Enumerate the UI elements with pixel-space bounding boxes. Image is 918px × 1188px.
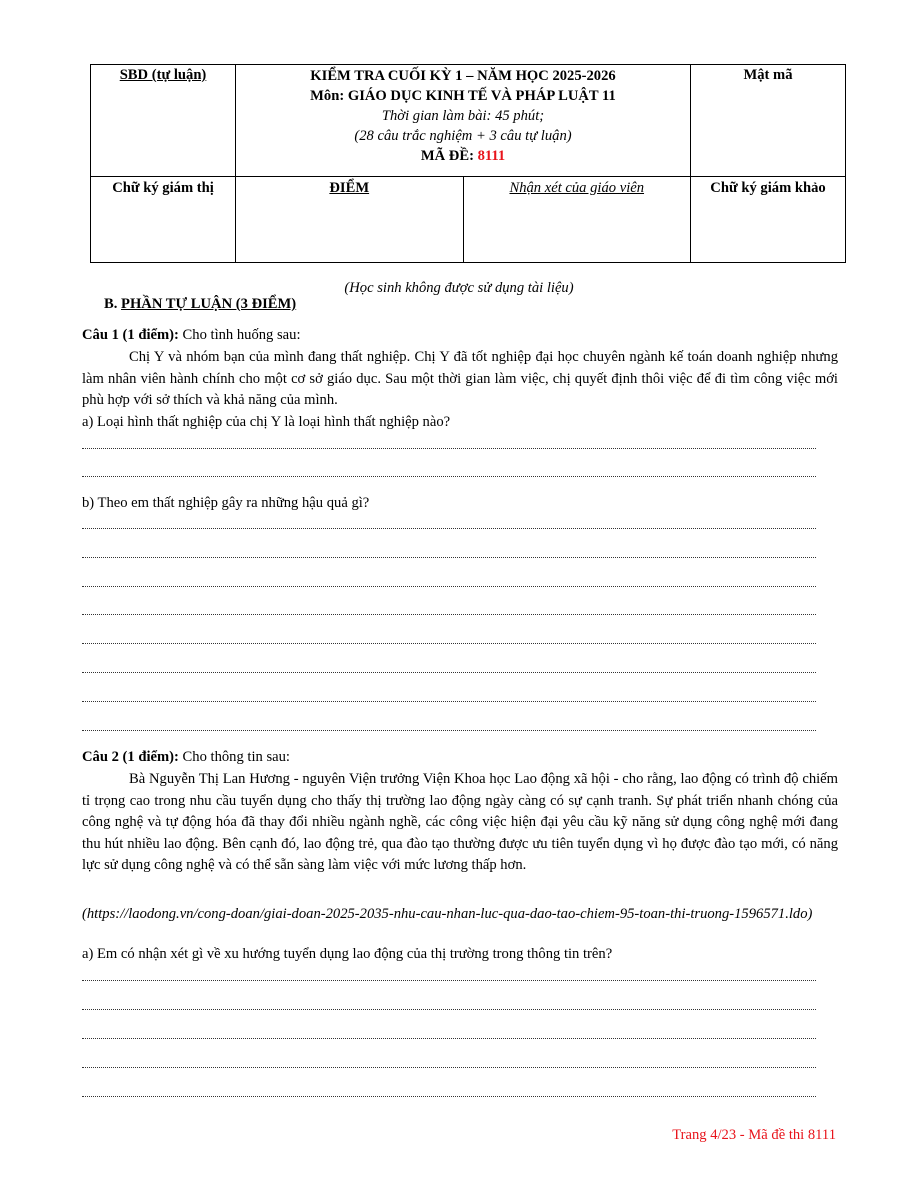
exam-code (236, 146, 690, 166)
answer-line[interactable] (82, 527, 816, 529)
q2-heading (82, 749, 290, 766)
section-heading (104, 296, 296, 313)
answer-line[interactable] (82, 556, 816, 558)
answer-line[interactable] (82, 729, 816, 731)
sbd-label: SBD (tự luận) (119, 67, 207, 83)
answer-line[interactable] (82, 1037, 816, 1039)
q2-intro: Cho thông tin sau: (178, 749, 290, 765)
page-footer: Trang 4/23 - Mã đề thi 8111 (672, 1127, 836, 1143)
exam-time: Thời gian làm bài: 45 phút; (381, 108, 545, 124)
answer-line[interactable] (82, 700, 816, 702)
exam-subject: Môn: GIÁO DỤC KINH TẾ VÀ PHÁP LUẬT 11 (310, 88, 616, 104)
exam-structure: (28 câu trắc nghiệm + 3 câu tự luận) (354, 128, 572, 144)
answer-line[interactable] (82, 447, 816, 449)
answer-line[interactable] (82, 1066, 816, 1068)
answer-line[interactable] (82, 613, 816, 615)
grader-signature-cell (691, 177, 846, 263)
answer-line[interactable] (82, 642, 816, 644)
q1-text-body: Chị Y và nhóm bạn của mình đang thất nghiệp. Chị Y đã tốt nghiệp đại học chuyên ngành kế toán doanh nghiệp nhưng làm nhân viên hành chính cho một cơ sở giáo dục. Sau một thời gian làm việc, chị quyết định thôi việc để đi tìm công việc mới phù hợp với sở thích và khả năng của mình. (82, 349, 838, 408)
teacher-comment-cell (463, 177, 691, 263)
score-label: ĐIỂM (329, 180, 370, 196)
exam-code-label: MÃ ĐỀ: (420, 148, 478, 164)
answer-line[interactable] (82, 1008, 816, 1010)
q1-text (82, 347, 838, 412)
proctor-signature-label: Chữ ký giám thị (112, 180, 214, 196)
answer-line[interactable] (82, 475, 816, 477)
score-cell (236, 177, 464, 263)
q1-intro: Cho tình huống sau: (178, 327, 301, 343)
answer-line[interactable] (82, 1095, 816, 1097)
section-title: PHẦN TỰ LUẬN (3 ĐIỂM) (121, 296, 297, 312)
exam-title-cell (236, 65, 691, 177)
exam-code-value: 8111 (477, 148, 506, 164)
teacher-comment-label: Nhận xét của giáo viên (509, 180, 645, 196)
exam-header-table (90, 64, 846, 263)
q2-text (82, 769, 838, 877)
q2-source: (https://laodong.vn/cong-doan/giai-doan-2025-2035-nhu-cau-nhan-luc-qua-dao-tao-chiem-95-toan-thi-truong-1596571.ldo) (82, 906, 813, 922)
section-prefix: B. (104, 296, 122, 312)
no-materials-note: (Học sinh không được sử dụng tài liệu) (344, 280, 574, 296)
q2-label: Câu 2 (1 điểm): (82, 749, 179, 765)
q1-part-b: b) Theo em thất nghiệp gây ra những hậu quả gì? (82, 495, 370, 511)
q2-part-a: a) Em có nhận xét gì về xu hướng tuyển dụng lao động của thị trường trong thông tin trên? (82, 946, 613, 962)
q2-text-body: Bà Nguyễn Thị Lan Hương - nguyên Viện trưởng Viện Khoa học Lao động xã hội - cho rằng, lao động có trình độ chiếm tỉ trọng cao trong nhu cầu tuyển dụng cho thấy thị trường lao động ngày càng có sự cạnh tranh. Sự phát triển nhanh chóng của công nghệ và tự động hóa đã thay đổi nhiều ngành nghề, các công việc hiện đại yêu cầu kỹ năng sử dụng công nghệ mới đang thu hút nhiều lao động. Bên cạnh đó, lao động trẻ, qua đào tạo thường được ưu tiên tuyển dụng vì họ được đào tạo mới, có năng lực sử dụng công nghệ và có thể sẵn sàng làm việc với mức lương thấp hơn. (82, 771, 838, 873)
answer-line[interactable] (82, 585, 816, 587)
exam-title: KIỂM TRA CUỐI KỲ 1 – NĂM HỌC 2025-2026 (310, 68, 616, 84)
secret-code-label: Mật mã (743, 67, 793, 83)
answer-line[interactable] (82, 671, 816, 673)
q1-label: Câu 1 (1 điểm): (82, 327, 179, 343)
answer-line[interactable] (82, 979, 816, 981)
sbd-cell (91, 65, 236, 177)
secret-code-cell (691, 65, 846, 177)
q1-heading (82, 327, 301, 344)
grader-signature-label: Chữ ký giám khảo (710, 180, 826, 196)
q1-part-a: a) Loại hình thất nghiệp của chị Y là loại hình thất nghiệp nào? (82, 414, 451, 430)
proctor-signature-cell (91, 177, 236, 263)
